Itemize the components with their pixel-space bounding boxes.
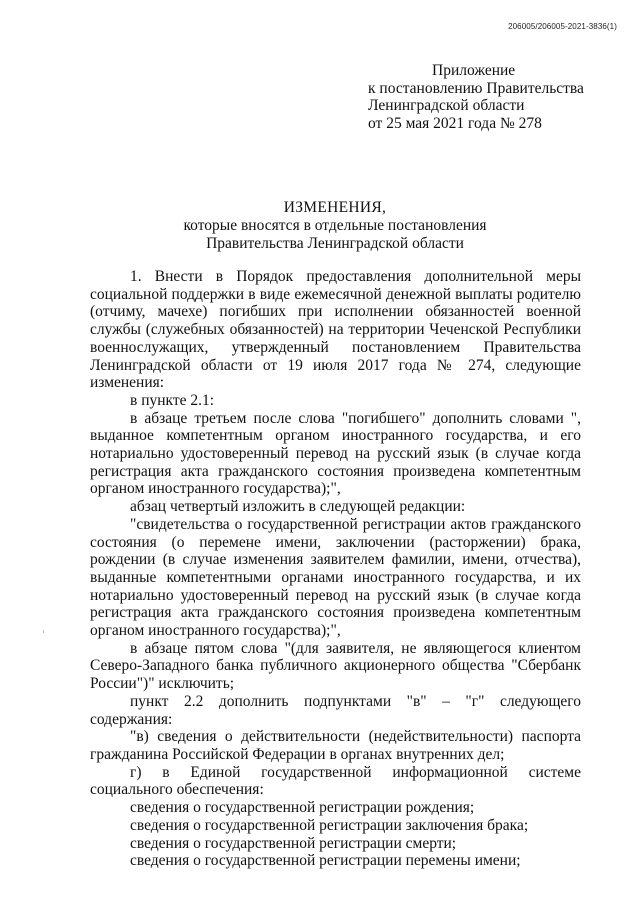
body-paragraph: в абзаце третьем после слова "погибшего" дополнить словами ", выданное компетентным органом иностранного государства, и его нотариально удостоверенный перевод на русский язык (в случае когда регистрация акта гражданского состояния произведена компетентным органом иностранного государства);", bbox=[90, 409, 581, 498]
document-body bbox=[90, 268, 581, 870]
body-paragraph: 1. Внести в Порядок предоставления дополнительной меры социальной поддержки в виде ежемесячной денежной выплаты родителю (отчиму, мачехе) погибших при исполнении обязанностей военной службы (служебных обязанностей) на территории Чеченской Республики военнослужащих, утвержденный постановлением Правительства Ленинградской области от 19 июля 2017 года № 274, следующие изменения: bbox=[90, 268, 581, 392]
body-paragraph: пункт 2.2 дополнить подпунктами "в" – "г" следующего содержания: bbox=[90, 692, 581, 728]
body-paragraph: "в) сведения о действительности (недействительности) паспорта гражданина Российской Федерации в органах внутренних дел; bbox=[90, 728, 581, 763]
appendix-line: к постановлению Правительства bbox=[368, 79, 584, 97]
document-subtitle-line: которые вносятся в отдельные постановления bbox=[183, 217, 487, 234]
body-paragraph: в пункте 2.1: bbox=[130, 391, 215, 409]
body-paragraph: сведения о государственной регистрации заключения брака; bbox=[130, 816, 529, 834]
body-paragraph: сведения о государственной регистрации перемены имени; bbox=[130, 852, 521, 870]
document-title: ИЗМЕНЕНИЯ, bbox=[283, 199, 387, 216]
body-paragraph: г) в Единой государственной информационной системе социального обеспечения: bbox=[90, 763, 581, 799]
body-paragraph: сведения о государственной регистрации смерти; bbox=[130, 834, 457, 852]
body-paragraph: в абзаце пятом слова "(для заявителя, не являющегося клиентом Северо-Западного банка публичного акционерного общества "Сбербанк России")" исключить; bbox=[90, 639, 581, 693]
appendix-line: от 25 мая 2021 года № 278 bbox=[368, 114, 542, 132]
appendix-line: Ленинградской области bbox=[368, 97, 525, 114]
body-paragraph: сведения о государственной регистрации рождения; bbox=[130, 799, 475, 817]
document-subtitle-line: Правительства Ленинградской области bbox=[206, 235, 464, 252]
document-id: 206005/206005-2021-3836(1) bbox=[508, 22, 617, 31]
appendix-line: Приложение bbox=[432, 62, 516, 79]
scan-margin-mark bbox=[43, 630, 44, 633]
appendix-block bbox=[368, 62, 608, 132]
body-paragraph: абзац четвертый изложить в следующей редакции: bbox=[130, 498, 466, 516]
body-paragraph: "свидетельства о государственной регистрации актов гражданского состояния (о перемене имени, заключении (расторжении) брака, рождении (в случае изменения заявителем фамилии, имени, отчества), выданные компетентными органами иностранного государства, и их нотариально удостоверенный перевод на русский язык (в случае когда регистрация акта гражданского состояния произведена компетентным органом иностранного государства);", bbox=[90, 515, 581, 640]
title-block bbox=[90, 199, 580, 253]
